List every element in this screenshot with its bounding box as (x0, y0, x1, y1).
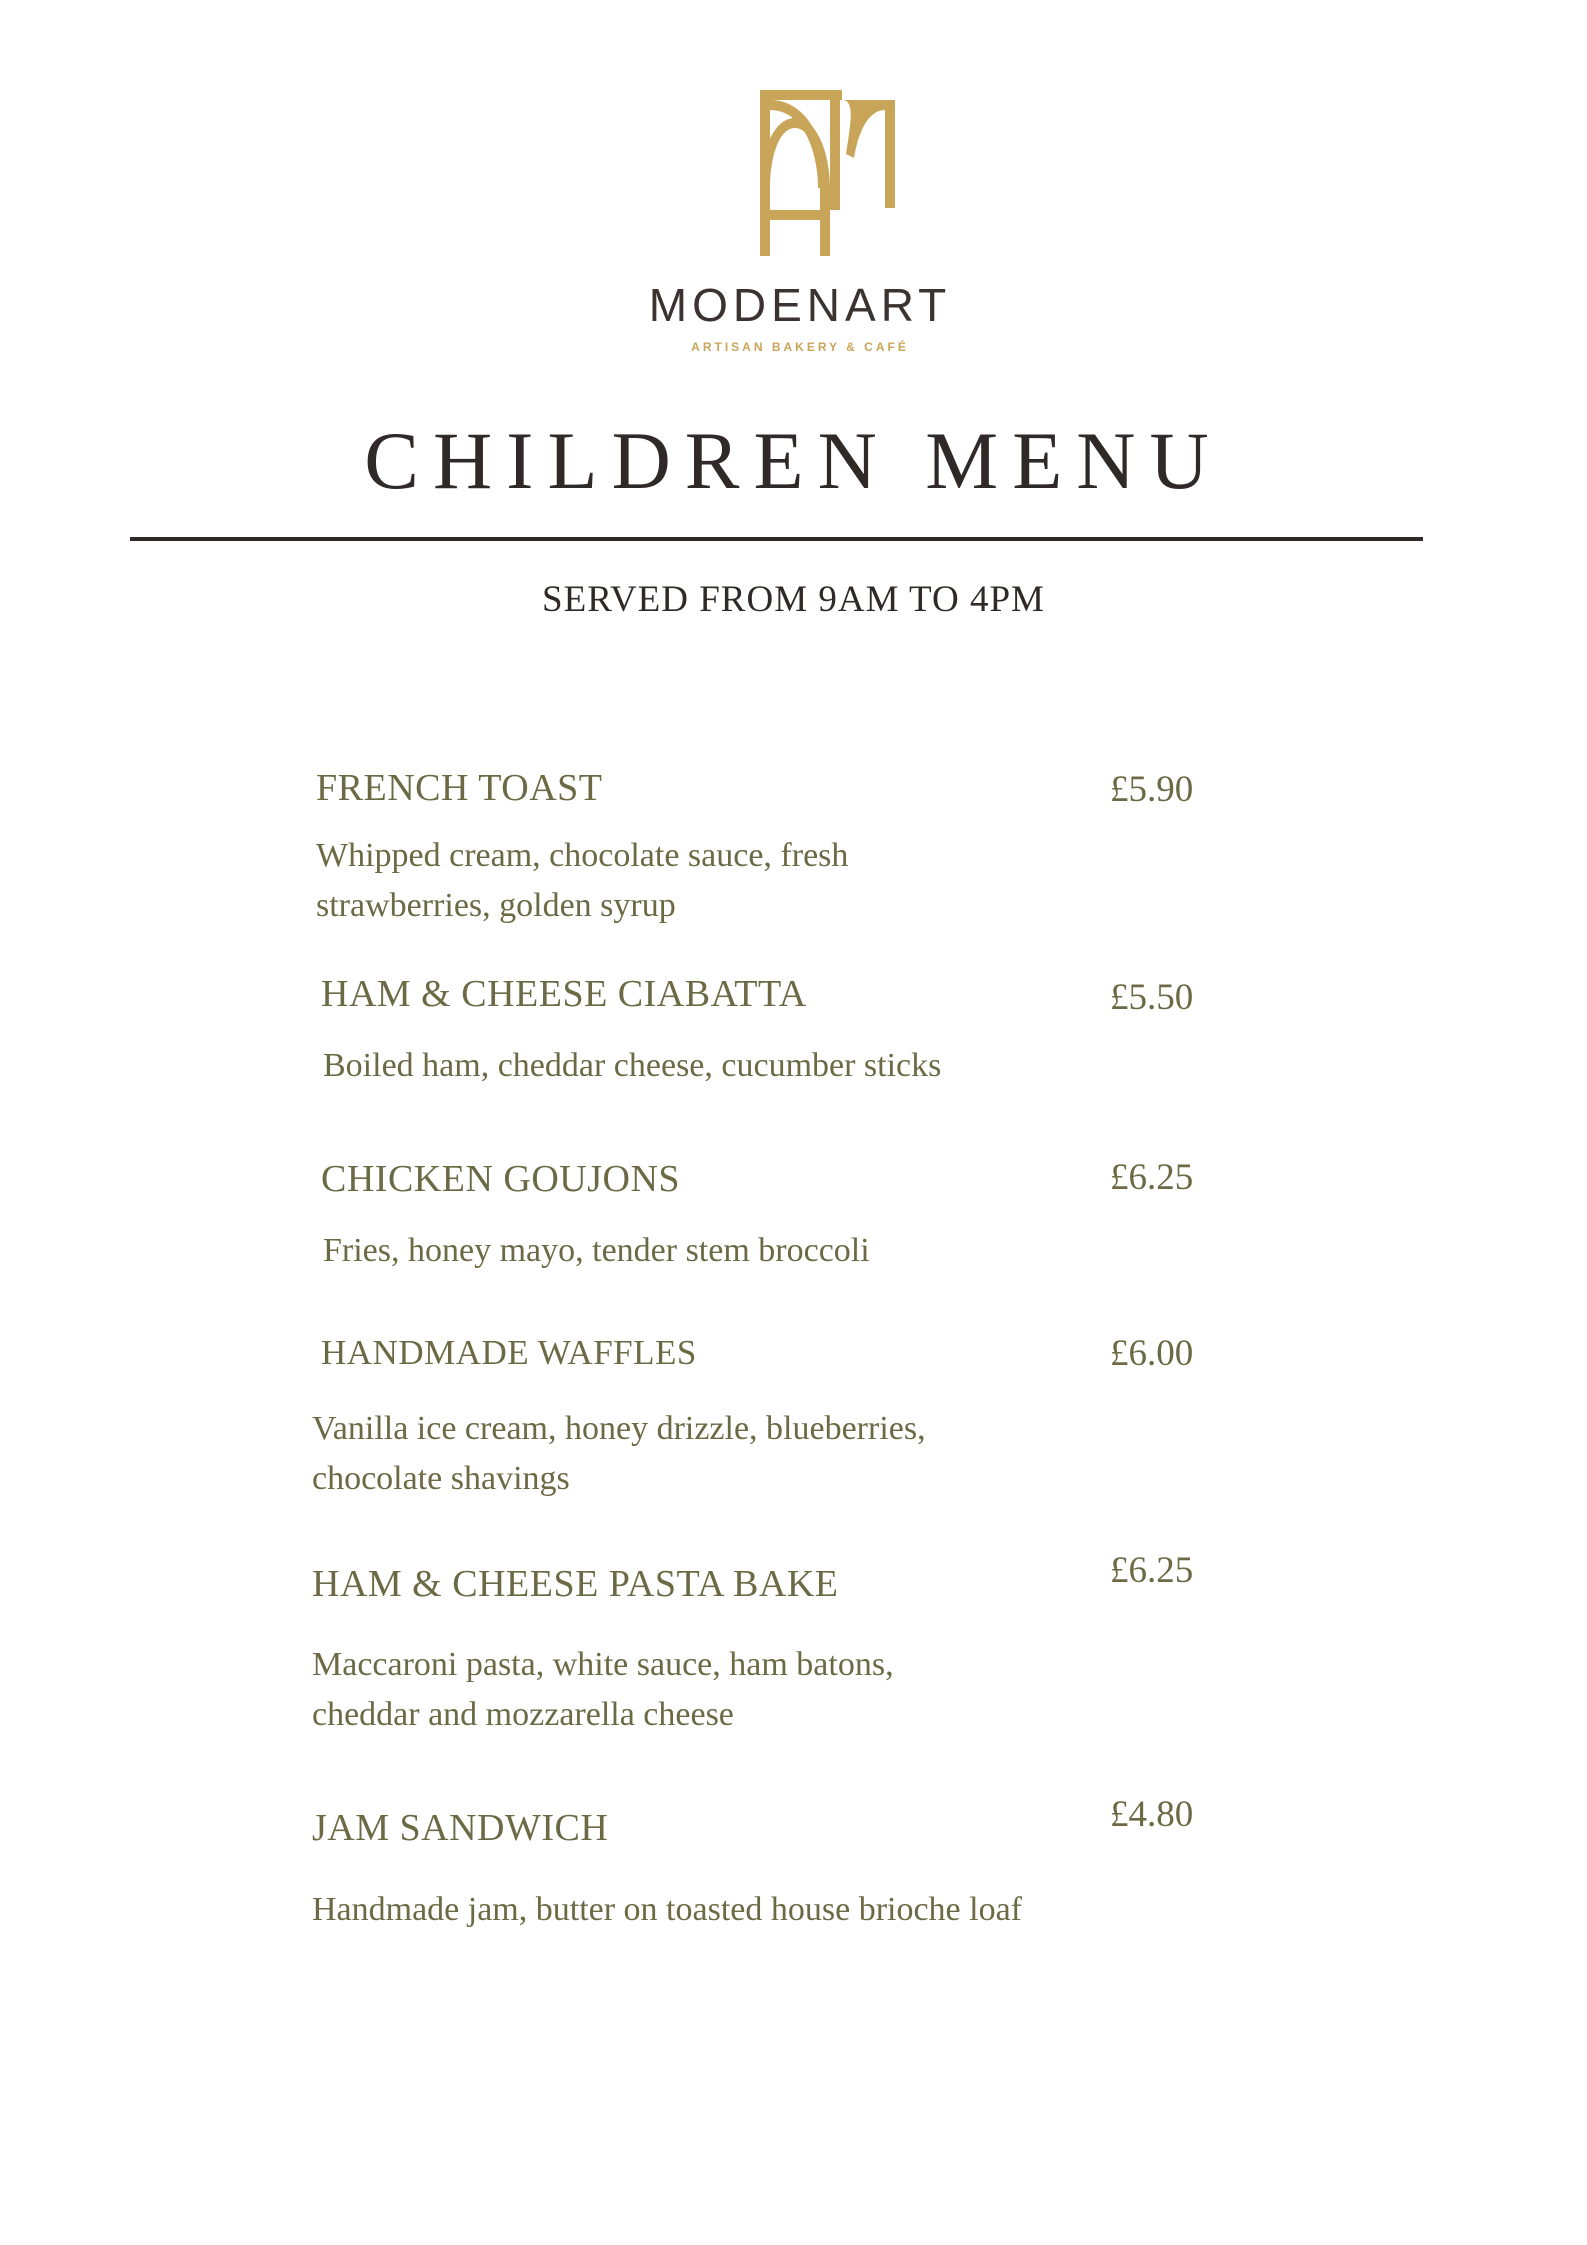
menu-item-price: £6.00 (1110, 1333, 1194, 1374)
menu-item-description: Handmade jam, butter on toasted house brioche loaf (312, 1891, 1022, 1928)
menu-item-description: Vanilla ice cream, honey drizzle, blueberries, chocolate shavings (312, 1410, 926, 1497)
menu-item-description: Whipped cream, chocolate sauce, fresh strawberries, golden syrup (316, 837, 849, 924)
arch-monogram-icon (700, 88, 900, 258)
menu-item-name: FRENCH TOAST (316, 767, 603, 809)
brand-tagline: ARTISAN BAKERY & CAFÉ (691, 340, 909, 354)
menu-item-description: Fries, honey mayo, tender stem broccoli (323, 1232, 870, 1269)
menu-item-name: JAM SANDWICH (312, 1807, 609, 1849)
brand-name: MODENART (648, 279, 952, 331)
brand-logo (640, 88, 960, 368)
title-divider (130, 537, 1423, 541)
menu-item-name: HAM & CHEESE CIABATTA (321, 973, 807, 1015)
menu-item-name: CHICKEN GOUJONS (321, 1158, 681, 1200)
menu-item-price: £4.80 (1110, 1794, 1194, 1835)
menu-item-price: £5.90 (1110, 769, 1194, 810)
menu-item-name: HANDMADE WAFFLES (321, 1333, 697, 1372)
menu-item-name: HAM & CHEESE PASTA BAKE (312, 1563, 839, 1605)
menu-item-price: £6.25 (1110, 1550, 1194, 1591)
page-title: CHILDREN MENU (364, 415, 1223, 506)
menu-item-price: £6.25 (1110, 1157, 1194, 1198)
serving-hours: SERVED FROM 9AM TO 4PM (542, 579, 1045, 620)
menu-item-price: £5.50 (1110, 977, 1194, 1018)
menu-item-description: Maccaroni pasta, white sauce, ham batons, cheddar and mozzarella cheese (312, 1646, 894, 1733)
menu-item-description: Boiled ham, cheddar cheese, cucumber sticks (323, 1047, 942, 1084)
